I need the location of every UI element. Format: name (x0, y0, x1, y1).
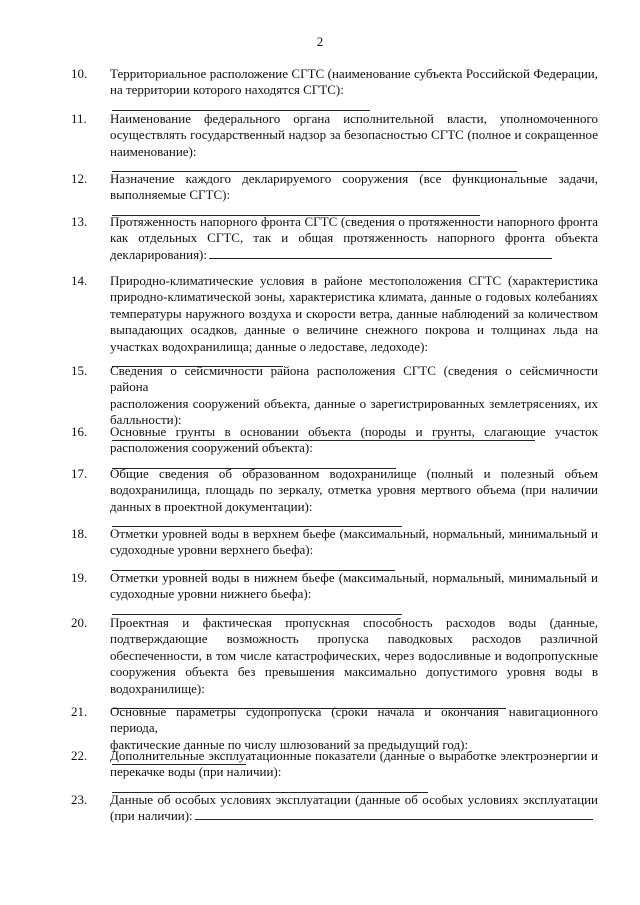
item-line: наименование): (110, 143, 197, 159)
item-number: 22. (71, 748, 88, 763)
item-line: Протяженность напорного фронта СГТС (сведения о протяженности напорного фронта (110, 214, 598, 229)
item-number: 11. (71, 111, 87, 126)
item-number: 21. (71, 704, 88, 719)
item-line: данных в проектной документации): (110, 498, 313, 514)
item-line: Территориальное расположение СГТС (наименование субъекта Российской Федерации, (110, 66, 598, 81)
item-number: 18. (71, 526, 88, 541)
item-line: расположения сооружений объекта): (110, 440, 313, 456)
item-number: 20. (71, 615, 88, 630)
item-line: расположения сооружений объекта, данные о зарегистрированных землетрясениях, их (110, 395, 598, 411)
item-line: осуществлять государственный надзор за безопасностью СГТС (полное и сокращенное (110, 127, 598, 143)
item-line: Природно-климатические условия в районе местоположения СГТС (характеристика (110, 273, 598, 288)
item-line: Дополнительные эксплуатационные показатели (данные о выработке электроэнергии и (110, 748, 598, 763)
item-text (110, 214, 598, 263)
item-line: Отметки уровней воды в нижнем бьефе (максимальный, нормальный, минимальный и (110, 570, 598, 585)
item-line: обеспеченности, в том числе катастрофических, через водосливные и водопропускные (110, 647, 598, 663)
item-line: перекачке воды (при наличии): (110, 764, 282, 780)
item-number: 17. (71, 466, 88, 481)
item-line: Основные параметры судопропуска (сроки начала и окончания навигационного периода, (110, 704, 598, 736)
item-line: судоходные уровни нижнего бьефа): (110, 586, 312, 602)
item-number: 12. (71, 171, 88, 186)
item-line: сооружения объекта без превышения максимально допустимого уровня воды в (110, 664, 598, 680)
item-line: Отметки уровней воды в верхнем бьефе (максимальный, нормальный, минимальный и (110, 526, 598, 541)
item-line: как отдельных СГТС, так и общая протяженность напорного фронта объекта (110, 230, 598, 246)
item-text (110, 748, 598, 797)
item-line: балльности): (110, 412, 182, 428)
item-text (110, 526, 598, 575)
item-text (110, 570, 598, 619)
item-line: Данные об особых условиях эксплуатации (данные об особых условиях эксплуатации (110, 792, 598, 807)
item-line: температуры наружного воздуха и скорости ветра, данные наблюдений за количеством (110, 305, 598, 321)
item-text (110, 466, 598, 532)
page-number: 2 (316, 34, 324, 49)
item-line: фактические данные по числу шлюзований за предыдущий год): (110, 736, 469, 752)
item-line: водохранилище): (110, 680, 205, 696)
fill-in-blank-line (195, 818, 593, 820)
item-line: Назначение каждого декларируемого сооружения (все функциональные задачи, (110, 171, 598, 186)
item-number: 13. (71, 214, 88, 229)
item-text (110, 792, 598, 825)
item-text (110, 615, 598, 713)
item-line: на территории которого находятся СГТС): (110, 82, 344, 98)
item-number: 10. (71, 66, 88, 81)
item-line: водохранилища, площадь по зеркалу, отметка уровня мертвого объема (при наличии (110, 482, 598, 498)
item-number: 15. (71, 363, 88, 378)
item-text (110, 273, 598, 371)
item-line: Основные грунты в основании объекта (породы и грунты, слагающие участок (110, 424, 598, 439)
item-line: подтверждающие возможность пропуска паводковых расходов различной (110, 631, 598, 647)
fill-in-blank-line (209, 257, 552, 259)
item-line: Общие сведения об образованном водохранилище (полный и полезный объем (110, 466, 598, 481)
item-text (110, 66, 598, 115)
item-line: (при наличии): (110, 808, 193, 824)
item-number: 14. (71, 273, 88, 288)
item-line: выполняемые СГТС): (110, 187, 231, 203)
item-line: участках водохранилища; данные о ледоставе, ледоходе): (110, 338, 429, 354)
item-number: 16. (71, 424, 88, 439)
item-line: декларирования): (110, 246, 207, 262)
item-number: 23. (71, 792, 88, 807)
item-line: природно-климатической зоны, характеристика климата, данные о годовых колебаниях (110, 289, 598, 305)
item-text (110, 171, 598, 220)
item-line: судоходные уровни верхнего бьефа): (110, 542, 314, 558)
item-text (110, 111, 598, 177)
item-number: 19. (71, 570, 88, 585)
item-line: Сведения о сейсмичности района расположения СГТС (сведения о сейсмичности района (110, 363, 598, 395)
item-line: Проектная и фактическая пропускная способность расходов воды (данные, (110, 615, 598, 630)
item-line: выпадающих осадков, данные о величине снежного покрова и толщинах льда на (110, 322, 598, 338)
item-line: Наименование федерального органа исполнительной власти, уполномоченного (110, 111, 598, 126)
